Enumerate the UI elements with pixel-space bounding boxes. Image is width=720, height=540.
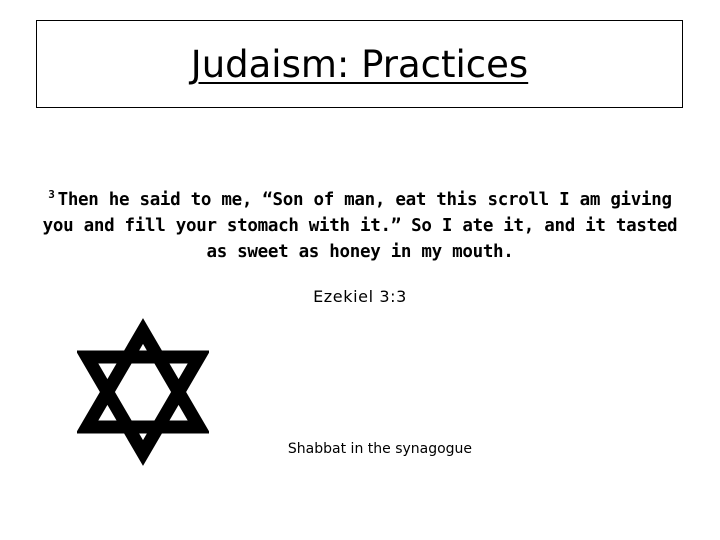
verse-number: 3 [48, 188, 55, 202]
star-of-david-icon [77, 318, 209, 466]
bible-verse [40, 187, 680, 265]
verse-reference: Ezekiel 3:3 [313, 287, 407, 306]
verse-text: Then he said to me, “Son of man, eat this scroll I am giving you and fill your stomach with it.” So I ate it, and it tasted as sweet as honey in my mouth. [42, 190, 678, 262]
slide-title: Judaism: Practices [190, 42, 529, 86]
image-caption: Shabbat in the synagogue [287, 441, 473, 457]
title-box [36, 20, 683, 108]
